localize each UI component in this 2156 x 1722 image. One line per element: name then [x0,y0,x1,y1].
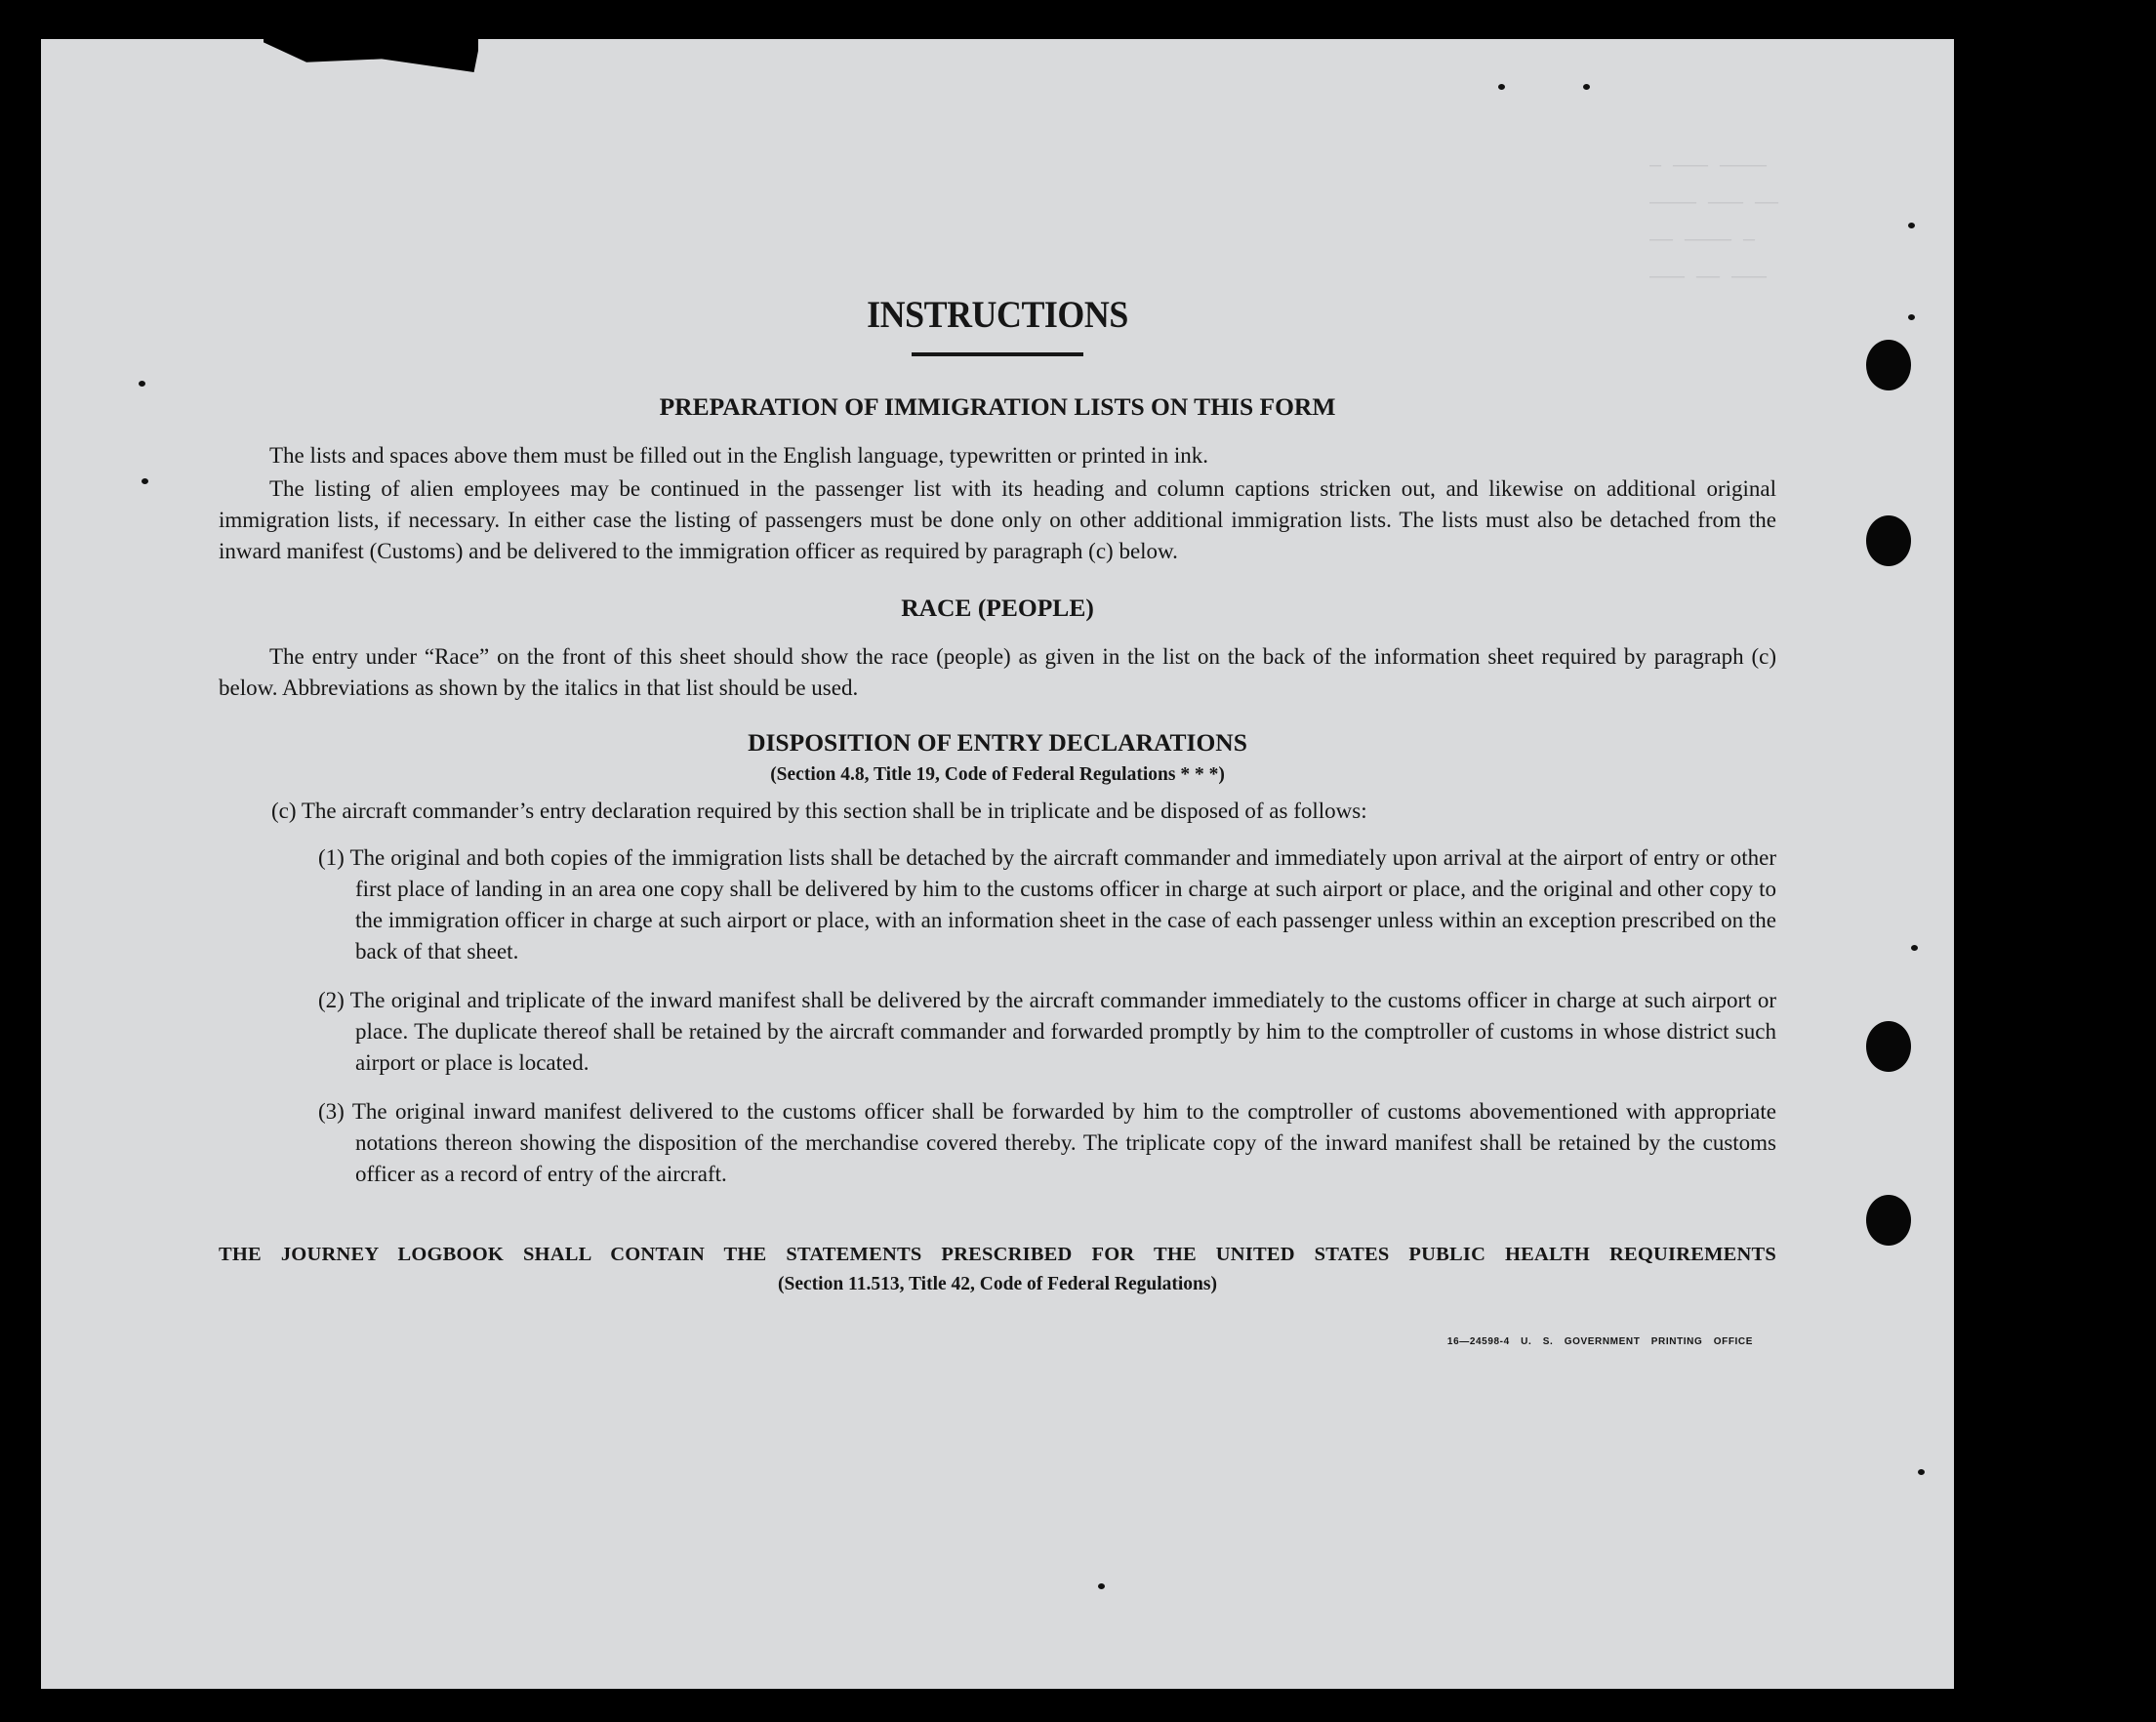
speck [1908,314,1915,320]
punch-hole [1866,340,1911,390]
paragraph-c-intro: (c) The aircraft commander’s entry declaration required by this section shall be in triplicate and be disposed of as follows: [271,799,1367,823]
bleed-through-marks: — ——— ———— ———— ——— —— —— ———— — ——— —— ——— [1649,155,1779,289]
section-heading-disposition: DISPOSITION OF ENTRY DECLARATIONS [748,728,1247,757]
page-title: INSTRUCTIONS [867,294,1128,336]
citation-title-42: (Section 11.513, Title 42, Code of Federal Regulations) [778,1274,1217,1294]
speck [1098,1583,1105,1589]
section-heading-race: RACE (PEOPLE) [901,594,1094,622]
citation-title-19: (Section 4.8, Title 19, Code of Federal Regulations * * *) [770,764,1225,785]
speck [1918,1469,1925,1475]
printer-imprint: 16—24598-4 U. S. GOVERNMENT PRINTING OFFICE [1446,1336,1753,1347]
paragraph-preparation-1: The lists and spaces above them must be filled out in the English language, typewritten or printed in ink. [269,443,1208,468]
instructions-content [219,293,1776,1347]
section-preparation [219,391,1776,567]
list-item-3: (3) The original inward manifest delivered to the customs officer shall be forwarded by him to the comptroller of customs abovementioned with appropriate notations thereon showing the disposition of the merchandise covered thereby. The triplicate copy of the inward manifest shall be retained by the customs officer as a record of entry of the aircraft. [318,1099,1776,1186]
paragraph-preparation-2: The listing of alien employees may be continued in the passenger list with its heading and column captions stricken out, and likewise on additional original immigration lists, if necessary. In either case the listing of passengers must be done only on other additional immigration lists. The lists must also be detached from the inward manifest (Customs) and be delivered to the immigration officer as required by paragraph (c) below. [219,476,1776,563]
punch-hole [1866,1021,1911,1072]
logbook-statement: THE JOURNEY LOGBOOK SHALL CONTAIN THE STATEMENTS PRESCRIBED FOR THE UNITED STATES PUBLIC HEALTH REQUIREMENTS [219,1244,1776,1265]
list-item-1: (1) The original and both copies of the immigration lists shall be detached by the aircraft commander and immediately upon arrival at the airport of entry or other first place of landing in an area one copy shall be delivered by him to the customs officer in charge at such airport or place, and the original and other copy to the immigration officer in charge at such airport or place, with an information sheet in the case of each passenger unless within an exception prescribed on the back of that sheet. [318,845,1776,964]
list-item-2: (2) The original and triplicate of the inward manifest shall be delivered by the aircraft commander immediately to the customs officer in charge at such airport or place. The duplicate thereof shall be retained by the aircraft commander and forwarded promptly by him to the comptroller of customs in whose district such airport or place is located. [318,988,1776,1075]
section-disposition [219,727,1776,1190]
section-race [219,593,1776,704]
speck [142,478,148,484]
title-underline [912,352,1083,356]
punch-hole [1866,1195,1911,1246]
paragraph-race: The entry under “Race” on the front of this sheet should show the race (people) as given in the list on the back of the information sheet required by paragraph (c) below. Abbreviations as shown by the italics in that list should be used. [219,644,1776,700]
speck [1911,945,1918,951]
speck [1583,84,1590,90]
speck [1498,84,1505,90]
punch-hole [1866,515,1911,566]
section-heading-preparation: PREPARATION OF IMMIGRATION LISTS ON THIS FORM [659,392,1336,421]
speck [139,381,145,387]
speck [1908,223,1915,228]
